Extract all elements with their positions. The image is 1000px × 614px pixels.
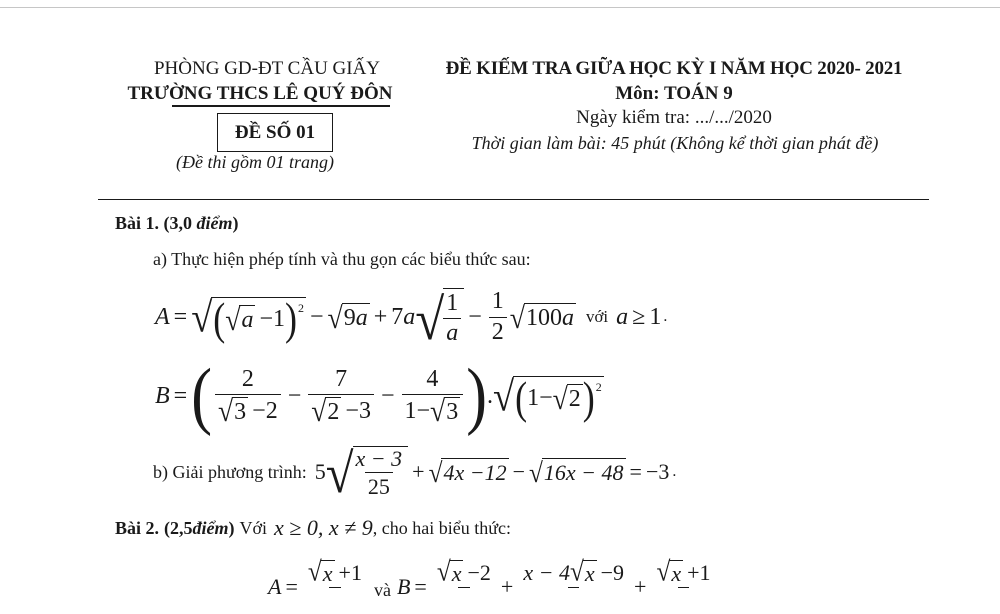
frac-num: 1 xyxy=(446,289,459,316)
minus: − xyxy=(468,303,482,330)
first: 1− xyxy=(527,384,553,411)
rest: +1 xyxy=(687,560,711,586)
period: . xyxy=(672,463,677,480)
sqrt-frac xyxy=(415,287,464,352)
radical-icon: √ xyxy=(325,441,354,504)
dot: . xyxy=(486,382,493,409)
sqrt-frac xyxy=(325,441,408,504)
radical-icon: √ xyxy=(430,393,446,428)
problem-1b xyxy=(153,441,676,503)
sqrt-100a xyxy=(509,300,576,335)
eq: = xyxy=(629,459,642,484)
plus: + xyxy=(412,459,425,484)
exam-code-box xyxy=(217,113,333,152)
expr-a-eq: = xyxy=(285,574,298,599)
rest: −2 xyxy=(252,397,278,424)
minus: − xyxy=(512,459,526,484)
radical-icon: √ xyxy=(415,287,445,352)
minus: − xyxy=(287,382,302,409)
radical-icon: √ xyxy=(225,302,241,337)
radical-icon: √ xyxy=(428,457,443,489)
subject: Môn: TOÁN 9 xyxy=(615,83,733,104)
rad: 3 xyxy=(446,398,459,425)
frac-num: 1 xyxy=(491,288,504,315)
problem-2-points-unit: điểm xyxy=(192,517,229,538)
radical-icon: √ xyxy=(307,556,322,588)
rest: −9 xyxy=(600,560,625,586)
exam-duration: Thời gian làm bài: 45 phút (Không kể thời gian phát đề) xyxy=(471,133,879,153)
condition-word: với xyxy=(585,307,609,326)
radical-icon: √ xyxy=(218,393,234,428)
expression-a xyxy=(155,282,667,352)
period: . xyxy=(663,308,668,325)
rad: 2 xyxy=(568,385,581,412)
var: a xyxy=(355,304,368,331)
radical-icon: √ xyxy=(436,556,451,588)
radical-icon: √ xyxy=(509,300,525,335)
plus: + xyxy=(373,303,388,330)
exponent: 2 xyxy=(298,301,304,315)
page-note: (Đề thi gồm 01 trang) xyxy=(176,152,334,172)
coef: 5 xyxy=(314,459,326,484)
coef: 7 xyxy=(391,303,404,330)
left-paren: ( xyxy=(213,294,226,344)
left-paren: ( xyxy=(515,373,528,423)
frac-den: 25 xyxy=(365,472,393,498)
sqrt-outer xyxy=(492,373,604,423)
problem-1a-intro: a) Thực hiện phép tính và thu gọn các biểu thức sau: xyxy=(153,249,531,269)
frac-num: 7 xyxy=(335,366,348,393)
problem-2-condition-suffix: , cho hai biểu thức: xyxy=(372,517,511,538)
sqrt-term-1 xyxy=(191,294,306,344)
expression-b xyxy=(155,353,604,437)
problem-1-points-open: (3,0 xyxy=(163,213,197,233)
problem-2-condition: x ≥ 0, x ≠ 9 xyxy=(274,515,373,540)
expr-b-eq: = xyxy=(414,574,427,599)
first: 1− xyxy=(404,397,431,424)
rest: −2 xyxy=(467,560,491,586)
problem-2-condition-prefix: Với xyxy=(239,517,268,538)
expr-b-lhs: B xyxy=(155,382,170,409)
condition-rel: ≥ xyxy=(632,303,646,330)
var: a xyxy=(561,304,574,331)
radical-icon: √ xyxy=(327,300,343,335)
problem-1b-intro: b) Giải phương trình: xyxy=(153,461,307,482)
top-border xyxy=(0,7,1000,8)
radical-icon: √ xyxy=(529,457,543,489)
exam-title: ĐỀ KIẾM TRA GIỮA HỌC KỲ I NĂM HỌC 2020- 2021 xyxy=(445,58,903,79)
radical-icon: √ xyxy=(191,294,213,341)
num: 9 xyxy=(343,304,356,331)
frac-den: a xyxy=(443,318,461,346)
minus-one: −1 xyxy=(259,305,285,332)
problem-1-points-unit: điểm xyxy=(196,213,233,233)
frac-num: 4 xyxy=(426,366,439,393)
num: 100 xyxy=(525,304,562,331)
expr-a-lhs: A xyxy=(155,303,170,330)
var: a xyxy=(403,303,416,330)
problem-2-points-close: ) xyxy=(228,517,235,538)
department-name: PHÒNG GD-ĐT CẦU GIẤY xyxy=(153,58,381,79)
left-big-paren: ( xyxy=(191,353,212,437)
minus: − xyxy=(310,303,324,330)
plus: + xyxy=(634,574,647,599)
school-name: TRƯỜNG THCS LÊ QUÝ ĐÔN xyxy=(127,83,393,104)
rad: 16x − 48 xyxy=(543,460,624,485)
expr-b-eq: = xyxy=(173,382,188,409)
exponent: 2 xyxy=(595,380,602,394)
expr-b-lhs: B xyxy=(396,574,411,599)
num: x − 4 xyxy=(523,560,570,586)
rest: +1 xyxy=(338,560,362,586)
problem-1-heading xyxy=(115,213,239,234)
rest: −3 xyxy=(345,397,371,424)
exam-code: ĐỀ SỐ 01 xyxy=(234,121,316,143)
frac-num: x − 3 xyxy=(355,445,403,471)
radical-icon: √ xyxy=(656,556,671,588)
radical-icon: √ xyxy=(552,381,568,416)
rad: x xyxy=(451,561,462,587)
problem-1-points-close: ) xyxy=(232,213,239,233)
condition-var: a xyxy=(616,303,629,330)
frac-den: 2 xyxy=(489,317,507,345)
sqrt-9a xyxy=(327,300,370,335)
exam-date: Ngày kiểm tra: .../.../2020 xyxy=(576,107,772,128)
rad: 4x −12 xyxy=(443,460,507,485)
rad: x xyxy=(671,561,682,587)
plus: + xyxy=(500,574,514,599)
rad: x xyxy=(584,561,595,587)
expr-a-eq: = xyxy=(173,303,188,330)
problem-2-expressions xyxy=(268,556,717,613)
right-paren: ) xyxy=(582,373,595,423)
problem-2-heading xyxy=(115,515,511,541)
frac-num: 2 xyxy=(241,366,254,393)
radical-icon: √ xyxy=(492,373,515,420)
var: a xyxy=(241,306,254,333)
rad: 2 xyxy=(327,398,340,425)
radical-icon: √ xyxy=(569,556,584,588)
problem-2-points-open: (2,5 xyxy=(164,517,193,538)
header-divider xyxy=(98,199,929,200)
expr-a-lhs: A xyxy=(268,574,282,599)
school-underline xyxy=(172,105,390,107)
rad: x xyxy=(322,561,333,587)
problem-1-label: Bài 1. xyxy=(115,213,160,233)
problem-2-label: Bài 2. xyxy=(115,517,160,538)
right-paren: ) xyxy=(285,294,297,344)
right-big-paren: ) xyxy=(466,353,487,437)
minus: − xyxy=(380,382,395,409)
connector: và xyxy=(373,580,391,600)
radical-icon: √ xyxy=(311,393,327,428)
rad: 3 xyxy=(234,398,247,425)
sqrt-a xyxy=(225,302,255,337)
condition-val: 1 xyxy=(649,303,662,330)
rhs: −3 xyxy=(645,459,670,484)
